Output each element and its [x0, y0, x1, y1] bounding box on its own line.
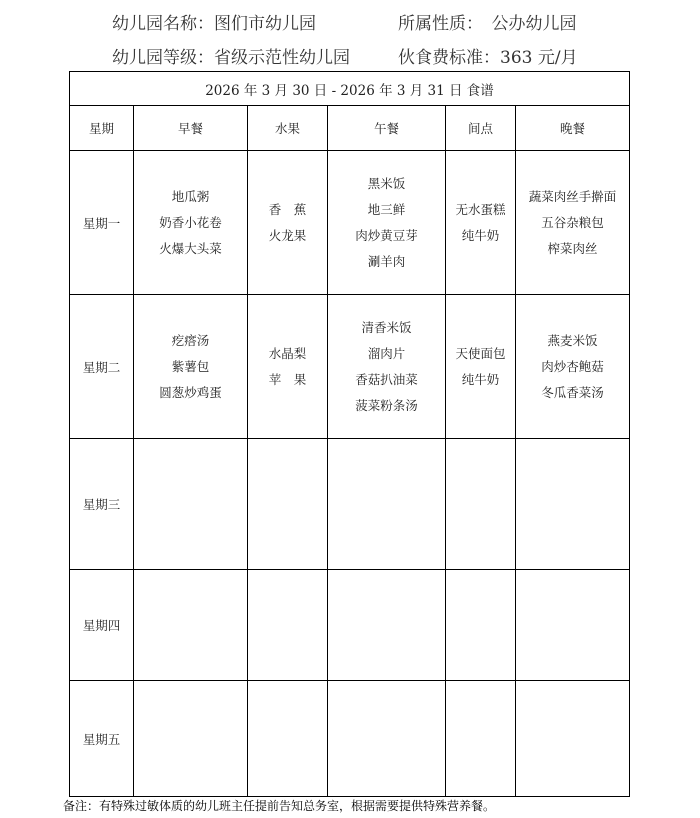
breakfast-cell: [134, 151, 248, 295]
menu-item: 冬瓜香菜汤: [541, 384, 604, 400]
menu-item: 香菇扒油菜: [355, 371, 418, 387]
footnote: 备注：有特殊过敏体质的幼儿班主任提前告知总务室，根据需要提供特殊营养餐。: [63, 799, 496, 813]
menu-title: 2026 年 3 月 30 日 - 2026 年 3 月 31 日 食谱: [70, 72, 630, 106]
table-row-friday: [70, 681, 630, 797]
fruit-cell: [248, 681, 328, 797]
snack-cell: [446, 570, 516, 681]
meal-fee-standard: 伙食费标准：363 元/月: [398, 48, 578, 68]
menu-item: 圆葱炒鸡蛋: [159, 384, 222, 400]
menu-item: 涮羊肉: [367, 253, 406, 269]
menu-item: 五谷杂粮包: [541, 214, 604, 230]
menu-item: 火爆大头菜: [159, 240, 222, 256]
column-header-snack: 间点: [446, 106, 516, 151]
menu-item: 纯牛奶: [461, 227, 500, 243]
lunch-cell: [328, 439, 446, 570]
snack-cell: [446, 681, 516, 797]
breakfast-cell: [134, 295, 248, 439]
column-header-row: [70, 106, 630, 151]
snack-cell: [446, 151, 516, 295]
column-header-day: 星期: [70, 106, 134, 151]
menu-item: 地三鲜: [367, 201, 406, 217]
day-cell: 星期二: [70, 295, 134, 439]
lunch-cell: [328, 570, 446, 681]
menu-item: 菠菜粉条汤: [355, 397, 418, 413]
menu-title-row: [70, 72, 630, 106]
kindergarten-grade: 幼儿园等级：省级示范性幼儿园: [112, 48, 350, 68]
dinner-cell: [516, 295, 630, 439]
day-cell: 星期五: [70, 681, 134, 797]
breakfast-cell: [134, 439, 248, 570]
lunch-cell: [328, 295, 446, 439]
menu-item: 黑米饭: [367, 175, 406, 191]
menu-item: 肉炒杏鲍菇: [541, 358, 604, 374]
column-header-lunch: 午餐: [328, 106, 446, 151]
menu-item: 天使面包: [455, 345, 506, 361]
menu-table: [69, 71, 630, 797]
table-row-thursday: [70, 570, 630, 681]
menu-item: 蔬菜肉丝手擀面: [528, 188, 617, 204]
table-row-tuesday: [70, 295, 630, 439]
day-cell: 星期一: [70, 151, 134, 295]
menu-item: 清香米饭: [361, 319, 412, 335]
column-header-breakfast: 早餐: [134, 106, 248, 151]
table-row-wednesday: [70, 439, 630, 570]
column-header-fruit: 水果: [248, 106, 328, 151]
snack-cell: [446, 295, 516, 439]
dinner-cell: [516, 570, 630, 681]
menu-item: 火龙果: [268, 227, 307, 243]
fruit-cell: [248, 439, 328, 570]
menu-item: 燕麦米饭: [547, 332, 598, 348]
menu-item: 香 蕉: [268, 201, 307, 217]
dinner-cell: [516, 151, 630, 295]
menu-item: 榨菜肉丝: [547, 240, 598, 256]
kindergarten-name: 幼儿园名称：图们市幼儿园: [112, 14, 316, 34]
menu-item: 无水蛋糕: [455, 201, 506, 217]
lunch-cell: [328, 151, 446, 295]
menu-item: 溜肉片: [367, 345, 406, 361]
menu-item: 水晶梨: [268, 345, 307, 361]
menu-item: 纯牛奶: [461, 371, 500, 387]
menu-item: 疙瘩汤: [171, 332, 210, 348]
menu-item: 地瓜粥: [171, 188, 210, 204]
day-cell: 星期四: [70, 570, 134, 681]
dinner-cell: [516, 439, 630, 570]
column-header-dinner: 晚餐: [516, 106, 630, 151]
table-row-monday: [70, 151, 630, 295]
kindergarten-nature: 所属性质： 公办幼儿园: [398, 14, 577, 34]
lunch-cell: [328, 681, 446, 797]
menu-item: 苹 果: [268, 371, 307, 387]
menu-item: 紫薯包: [171, 358, 210, 374]
breakfast-cell: [134, 681, 248, 797]
day-cell: 星期三: [70, 439, 134, 570]
dinner-cell: [516, 681, 630, 797]
snack-cell: [446, 439, 516, 570]
fruit-cell: [248, 570, 328, 681]
menu-item: 肉炒黄豆芽: [355, 227, 418, 243]
fruit-cell: [248, 295, 328, 439]
fruit-cell: [248, 151, 328, 295]
menu-item: 奶香小花卷: [159, 214, 222, 230]
breakfast-cell: [134, 570, 248, 681]
